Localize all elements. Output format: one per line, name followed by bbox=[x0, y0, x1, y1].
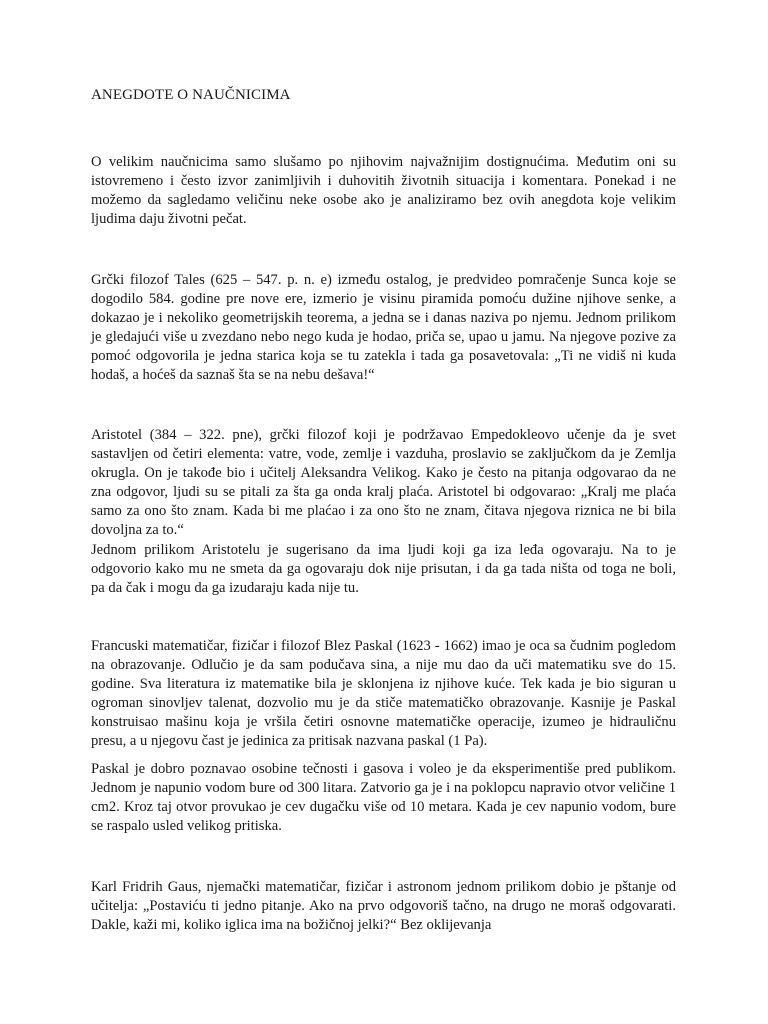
paragraph-paskal-bure: Paskal je dobro poznavao osobine tečnosti i gasova i voleo je da eksperimentiše pred publikom. Jednom je napunio vodom bure od 300 litara. Zatvorio ga je i na poklopcu napravio otvor veličine 1 cm2. Kroz taj otvor provukao je cev dugačku više od 10 metara. Kada je cev napunio vodom, bure se raspalo usled velikog pritiska. bbox=[91, 761, 676, 834]
document-title: ANEGDOTE O NAUČNICIMA bbox=[91, 87, 291, 103]
paragraph-intro: O velikim naučnicima samo slušamo po njihovim najvažnijim dostignućima. Međutim oni su istovremeno i često izvor zanimljivih i duhovitih životnih situacija i komentara. Ponekad i ne možemo da sagledamo veličinu neke osobe ako je analiziramo bez ovih anegdota koje velikim ljudima daju životni pečat. bbox=[91, 154, 676, 227]
paragraph-tales: Grčki filozof Tales (625 – 547. p. n. e) između ostalog, je predvideo pomračenje Sunca koje se dogodilo 584. godine pre nove ere, izmerio je visinu piramida pomoću dužine njihove senke, a dokazao je i nekoliko geometrijskih teorema, a jedna se i danas naziva po njemu. Jednom prilikom je gledajući više u zvezdano nebo nego kuda je hodao, priča se, upao u jamu. Na njegove pozive za pomoć odgovorila je jedna starica koja se tu zatekla i tada ga posavetovala: „Ti ne vidiš ni kuda hodaš, a hoćeš da saznaš šta se na nebu dešava!“ bbox=[91, 272, 676, 383]
paragraph-aristotel-ogovaranje: Jednom prilikom Aristotelu je sugerisano da ima ljudi koji ga iza leđa ogovaraju. Na to je odgovorio kako mu ne smeta da ga ogovaraju dok nije prisutan, i da ga tada ništa od toga ne boli, pa da čak i mogu da ga izudaraju kada nije tu. bbox=[91, 542, 676, 596]
paragraph-aristotel: Aristotel (384 – 322. pne), grčki filozof koji je podržavao Empedokleovo učenje da je svet sastavljen od četiri elementa: vatre, vode, zemlje i vazduha, proslavio se zaključkom da je Zemlja okrugla. On je takođe bio i učitelj Aleksandra Velikog. Kako je često na pitanja odgovarao da ne zna odgovor, ljudi su se pitali za šta ga onda kralj plaća. Aristotel bi odgovarao: „Kralj me plaća samo za ono što znam. Kada bi me plaćao i za ono što ne znam, čitava njegova riznica ne bi bila dovoljna za to.“ bbox=[91, 427, 676, 538]
paragraph-paskal: Francuski matematičar, fizičar i filozof Blez Paskal (1623 - 1662) imao je oca sa čudnim pogledom na obrazovanje. Odlučio je da sam podučava sina, a nije mu dao da uči matematiku sve do 15. godine. Sva literatura iz matematike bila je sklonjena iz njihove kuće. Tek kada je bio siguran u ogroman sinovljev talenat, dozvolio mu je da stiče matematičko obrazovanje. Kasnije je Paskal konstruisao mašinu koja je vršila četiri osnovne matematičke operacije, izumeo je hidrauličnu presu, a u njegovu čast je jedinica za pritisak nazvana paskal (1 Pa). bbox=[91, 638, 676, 749]
paragraph-gaus: Karl Fridrih Gaus, njemački matematičar, fizičar i astronom jednom prilikom dobio je pštanje od učitelja: „Postaviću ti jedno pitanje. Ako na prvo odgovoriš tačno, na drugo ne moraš odgovarati. Dakle, kaži mi, koliko iglica ima na božičnoj jelki?“ Bez oklijevanja bbox=[91, 879, 676, 933]
